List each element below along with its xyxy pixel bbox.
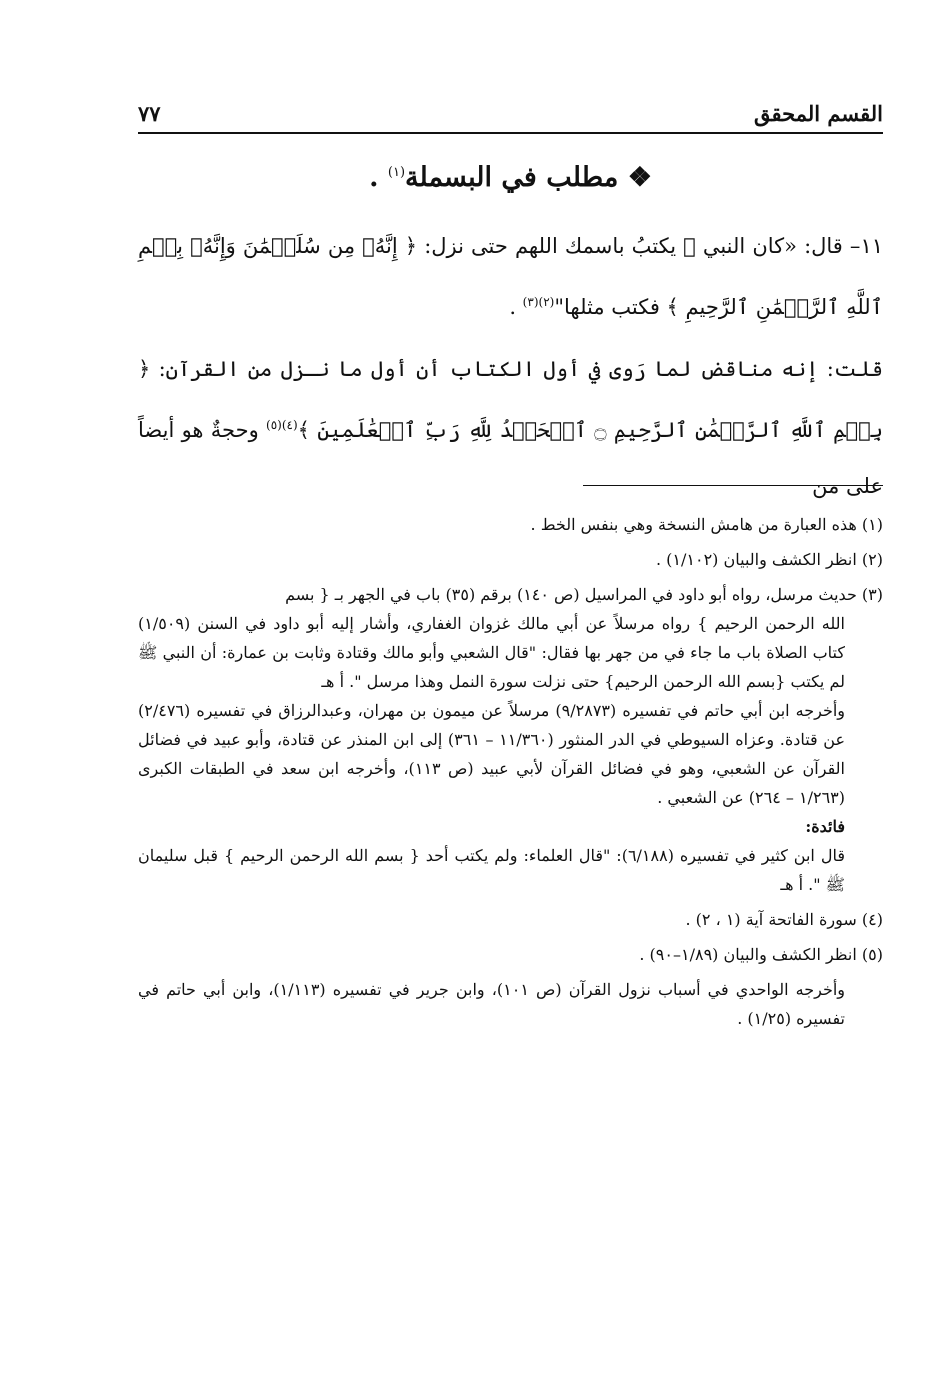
footnote-ref: (٤)(٥): [266, 418, 298, 432]
footnote-1: (١) هذه العبارة من هامش النسخة وهي بنفس الخط .: [530, 515, 883, 534]
header-rule: [138, 132, 883, 134]
footnote-3-continued: الله الرحمن الرحيم } رواه مرسلاً عن أبي مالك غزوان الغفاري، وأشار إليه أبو داود في السنن (١/٥٠٩) كتاب الصلاة باب ما جاء في من جهر بها فقال: "قال الشعبي وأبو مالك وقتادة وثابت بن عمارة: أن النبي ﷺ لم يكتب {بسم الله الرحمن الرحيم} حتى نزلت سورة النمل وهذا مرسل ". أ هـ: [138, 614, 845, 691]
footnote-3-benefit: قال ابن كثير في تفسيره (٦/١٨٨): "قال العلماء: ولم يكتب أحد { بسم الله الرحمن الرحيم } قبل سليمان ﷺ ". أ هـ: [138, 846, 845, 894]
page-header: [138, 95, 883, 131]
running-title: القسم المحقق: [754, 100, 883, 126]
paragraph-11: [138, 218, 883, 335]
footnote-ref: (١): [387, 165, 406, 180]
footnote-3-takhrij: وأخرجه ابن أبي حاتم في تفسيره (٩/٢٨٧٣) مرسلاً عن ميمون بن مهران، وعبدالرزاق في تفسيره (٢/٤٧٦) عن قتادة. وعزاه السيوطي في الدر المنثور (١١/٣٦٠ – ٣٦١) إلى ابن المنذر عن قتادة، وأبو عبيد في فضائل القرآن عن الشعبي، وهو في فضائل القرآن لأبي عبيد (ص ١١٣)، وأخرجه ابن سعد في الطبقات الكبرى (١/٢٦٣ – ٢٦٤) عن الشعبي .: [138, 701, 846, 807]
paragraph-qultu-text: قلت: إنه مناقض لما رَوى في أول الكتاب أن أول ما نـزل من القرآن: ﴿ بِسۡمِ ٱللَّهِ ٱلرَّحۡمَٰنِ ٱلرَّحِيمِ ۝ ٱلۡحَمۡدُ لِلَّهِ رَبِّ ٱلۡعَٰلَمِينَ ﴾: [138, 357, 883, 442]
footnote-3-label: فائدة:: [805, 817, 845, 836]
page-number: ٧٧: [138, 100, 161, 126]
section-heading-text: ❖ مطلب في البسملة: [405, 162, 652, 193]
main-text: [138, 218, 883, 520]
paragraph-qultu-tail: وحجةٌ هو أيضاً على من: [138, 418, 883, 498]
section-heading: [138, 162, 883, 206]
footnote-2: (٢) انظر الكشف والبيان (١/١٠٢) .: [655, 550, 883, 569]
footnote-3: (٣) حديث مرسل، رواه أبو داود في المراسيل (ص ١٤٠) برقم (٣٥) باب في الجهر بـ { بسم: [285, 585, 883, 604]
footnote-4: (٤) سورة الفاتحة آية (١ ، ٢) .: [685, 910, 883, 929]
paragraph-11-tail: .: [509, 295, 523, 319]
section-heading-tail: .: [369, 162, 388, 193]
footnote-ref: (٢)(٣): [522, 295, 555, 309]
paragraph-qultu: [138, 341, 883, 514]
footnote-5-continued: وأخرجه الواحدي في أسباب نزول القرآن (ص ١٠١)، وابن جرير في تفسيره (١/١١٣)، وابن أبي حاتم في تفسيره (١/٢٥) .: [138, 980, 846, 1028]
footnotes: [138, 510, 883, 1033]
footnote-separator: [583, 485, 883, 486]
footnote-5: (٥) انظر الكشف والبيان (١/٨٩–٩٠) .: [639, 945, 883, 964]
paragraph-11-text: ١١– قال: «كان النبي ﷺ يكتبُ باسمك اللهم حتى نزل: ﴿ إِنَّهُۥ مِن سُلَيۡمَٰنَ وَإِنَّهُۥ بِسۡمِ ٱللَّهِ ٱلرَّحۡمَٰنِ ٱلرَّحِيمِ ﴾ فكتب مثلها": [138, 234, 883, 319]
